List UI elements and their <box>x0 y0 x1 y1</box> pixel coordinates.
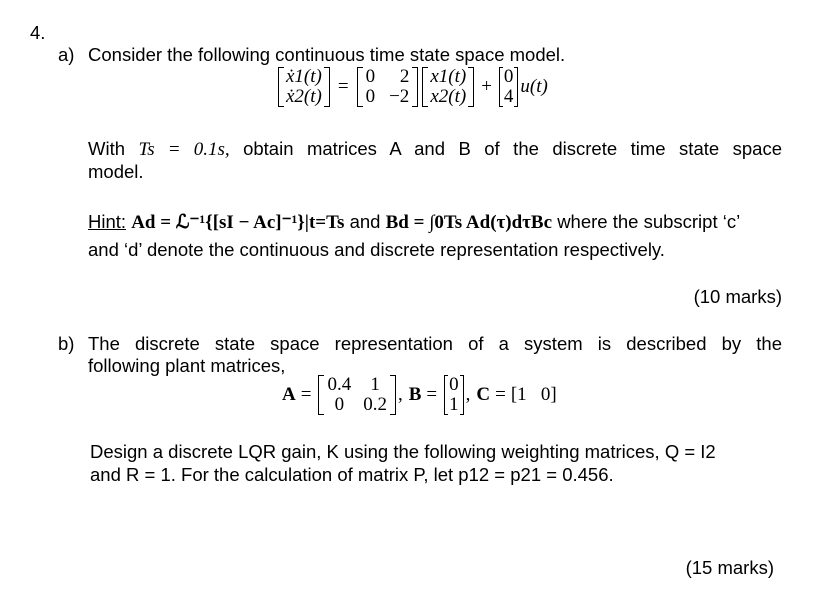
hint-where: where the subscript ‘c’ <box>557 211 741 232</box>
a22: −2 <box>389 86 410 107</box>
c2: 0 <box>540 384 551 405</box>
hint-bd-formula: Bd = ∫0Ts Ad(τ)dτBc <box>385 212 553 233</box>
continuous-b-matrix <box>499 67 519 107</box>
with-ts-line <box>88 138 782 161</box>
x1-dot: ẋ1(t) <box>286 66 322 87</box>
c1: 1 <box>517 384 527 405</box>
continuous-a-matrix <box>357 67 419 107</box>
part-b-label: b) <box>58 333 75 354</box>
input-u: u(t) <box>520 76 548 97</box>
ad11: 0.4 <box>327 374 352 395</box>
b1: 0 <box>503 66 514 87</box>
with-rest: obtain matrices A and B of the discrete time state space <box>243 138 783 159</box>
hint-ad-formula: Ad = ℒ⁻¹{[sI − Ac]⁻¹}|t=Ts <box>131 212 345 233</box>
part-a-intro: Consider the following continuous time state space model. <box>88 44 566 65</box>
part-a-label: a) <box>58 44 75 65</box>
discrete-c-matrix: [1 0] <box>510 384 557 405</box>
discrete-a-matrix <box>318 375 396 415</box>
with-ts-line-2: model. <box>88 161 144 182</box>
design-line-1: Design a discrete LQR gain, K using the following weighting matrices, Q = I2 <box>90 441 716 462</box>
ad22: 0.2 <box>363 394 387 415</box>
plant-matrices: A = 0.4 1 0 0.2 , B = 0 1 , C = [1 0] <box>282 374 557 415</box>
part-b-marks: (15 marks) <box>685 557 774 578</box>
state-vector <box>422 67 474 107</box>
x2-dot: ẋ2(t) <box>286 86 322 107</box>
with-word: With <box>88 138 125 159</box>
part-b-intro-2: following plant matrices, <box>88 355 286 376</box>
a11: 0 <box>365 66 376 87</box>
ad12: 1 <box>370 374 380 395</box>
design-line-2: and R = 1. For the calculation of matrix P, let p12 = p21 = 0.456. <box>90 464 614 485</box>
sampling-time: Ts = 0.1s, <box>138 139 230 160</box>
hint-line <box>88 211 740 234</box>
hint-line-2: and ‘d’ denote the continuous and discrete representation respectively. <box>88 239 665 260</box>
x2: x2(t) <box>430 86 467 107</box>
ad21: 0 <box>334 394 345 415</box>
b2: 4 <box>503 86 514 107</box>
x1: x1(t) <box>430 66 467 87</box>
part-a-marks: (10 marks) <box>693 286 782 307</box>
hint-and: and <box>349 211 381 232</box>
a21: 0 <box>365 86 376 107</box>
question-number: 4. <box>30 22 46 43</box>
bd2: 1 <box>449 394 459 415</box>
a12: 2 <box>399 66 410 87</box>
hint-label: Hint: <box>88 211 127 232</box>
part-b-intro: The discrete state space representation of a system is described by the <box>88 333 782 354</box>
bd1: 0 <box>449 374 459 395</box>
discrete-b-matrix <box>444 375 464 415</box>
state-equation: ẋ1(t) ẋ2(t) = 0 2 0 −2 x1(t) x2(t) + 0 4 u(t) <box>276 67 548 107</box>
state-derivative-vector <box>278 67 330 107</box>
